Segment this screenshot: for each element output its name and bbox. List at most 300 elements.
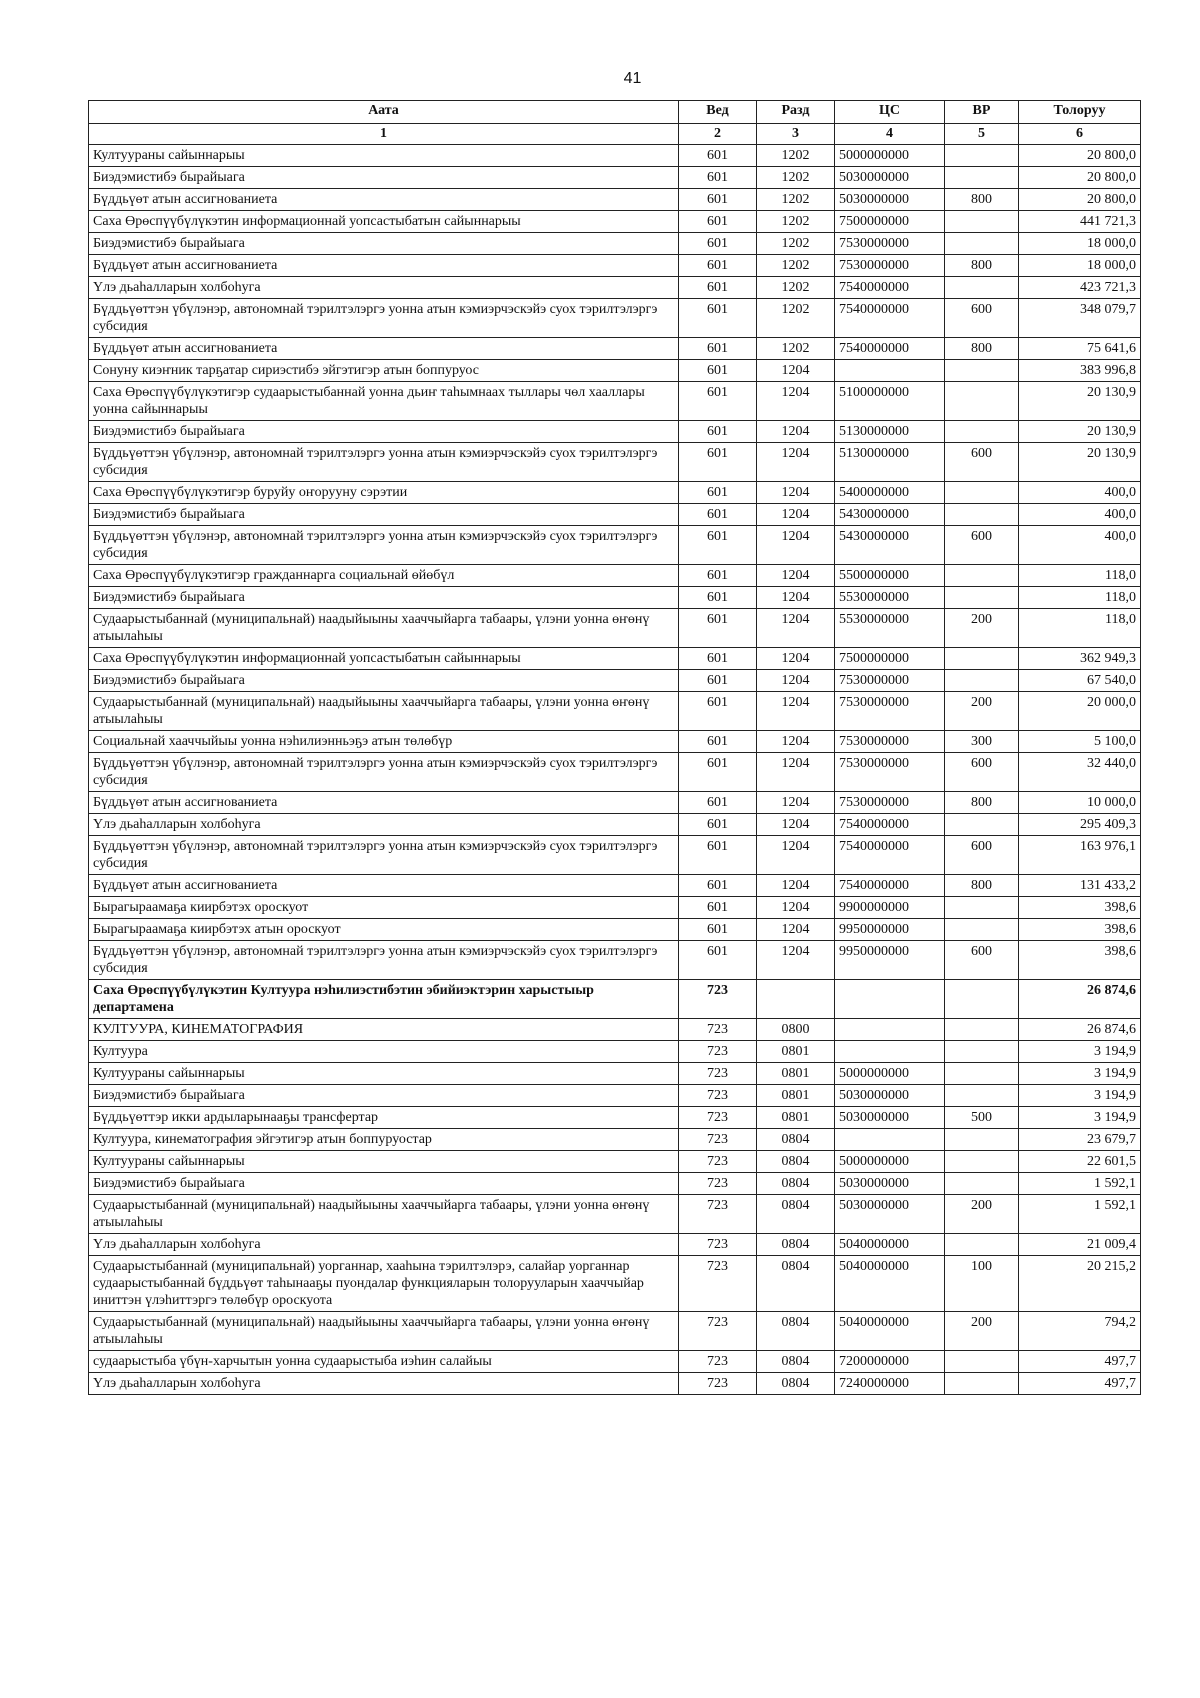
header-ved: Вед [679,101,757,124]
row-name: Бүддьүөттэн үбүлэнэр, автономнай тэрилтэлэргэ уонна атын кэмиэрчэскэйэ суох тэрилтэлэргэ субсидия [89,753,679,792]
row-razd: 1204 [757,692,835,731]
table-row [89,836,1141,875]
row-ved: 723 [679,1312,757,1351]
row-razd: 1202 [757,167,835,189]
row-razd: 1204 [757,609,835,648]
table-row [89,670,1141,692]
row-cs: 7540000000 [835,814,945,836]
row-name: Бүддьүөт атын ассигнованиета [89,338,679,360]
row-razd: 1204 [757,753,835,792]
row-name: Судаарыстыбаннай (муниципальнай) наадыйыыны хааччыйарга табаары, үлэни уонна өҥөнү атыылаһыы [89,1195,679,1234]
row-cs: 5030000000 [835,167,945,189]
row-razd: 0804 [757,1151,835,1173]
header-row [89,101,1141,124]
row-vr [945,1234,1019,1256]
row-amount: 1 592,1 [1019,1173,1141,1195]
row-name: Бүддьүөт атын ассигнованиета [89,875,679,897]
table-row [89,792,1141,814]
row-amount: 383 996,8 [1019,360,1141,382]
row-ved: 723 [679,980,757,1019]
row-cs: 5040000000 [835,1256,945,1312]
row-vr: 200 [945,609,1019,648]
header-amount: Толоруу [1019,101,1141,124]
column-number: 4 [835,124,945,145]
row-ved: 601 [679,482,757,504]
row-razd: 1204 [757,836,835,875]
row-cs [835,1019,945,1041]
row-amount: 26 874,6 [1019,980,1141,1019]
table-row [89,338,1141,360]
row-cs: 7500000000 [835,211,945,233]
row-cs: 7540000000 [835,277,945,299]
table-row [89,1173,1141,1195]
row-amount: 497,7 [1019,1351,1141,1373]
column-number: 2 [679,124,757,145]
row-cs: 5000000000 [835,1151,945,1173]
row-cs: 5040000000 [835,1234,945,1256]
row-razd: 0804 [757,1312,835,1351]
row-cs: 5030000000 [835,1085,945,1107]
row-cs: 5030000000 [835,1195,945,1234]
table-row [89,731,1141,753]
row-cs: 7530000000 [835,753,945,792]
row-vr [945,482,1019,504]
row-ved: 723 [679,1107,757,1129]
row-name: Судаарыстыбаннай (муниципальнай) уорганнар, хааһына тэрилтэлэрэ, салайар уорганнар судаарыстыбаннай бүддьүөт таһынааҕы пуондалар функцияларын толорууларын хааччыйар иниттэн үлэһиттэргэ төлөбүр ороскуота [89,1256,679,1312]
row-vr: 800 [945,255,1019,277]
table-row [89,941,1141,980]
table-row [89,587,1141,609]
row-vr: 600 [945,526,1019,565]
row-vr [945,919,1019,941]
row-razd: 1204 [757,897,835,919]
row-name: Үлэ дьаһалларын холбоһуга [89,1234,679,1256]
row-razd: 1204 [757,731,835,753]
row-razd: 0804 [757,1373,835,1395]
row-cs: 9950000000 [835,919,945,941]
row-name: Бүддьүөт атын ассигнованиета [89,255,679,277]
row-vr: 100 [945,1256,1019,1312]
row-name: Социальнай хааччыйыы уонна нэһилиэнньэҕэ атын төлөбүр [89,731,679,753]
row-name: Бүддьүөттэн үбүлэнэр, автономнай тэрилтэлэргэ уонна атын кэмиэрчэскэйэ суох тэрилтэлэргэ субсидия [89,299,679,338]
row-cs: 5000000000 [835,1063,945,1085]
row-name: Бүддьүөттэн үбүлэнэр, автономнай тэрилтэлэргэ уонна атын кэмиэрчэскэйэ суох тэрилтэлэргэ субсидия [89,443,679,482]
row-cs [835,1129,945,1151]
row-cs: 7540000000 [835,836,945,875]
row-cs: 5130000000 [835,443,945,482]
row-cs: 5430000000 [835,526,945,565]
row-name: Биэдэмистибэ бырайыага [89,421,679,443]
table-row [89,1107,1141,1129]
row-vr: 800 [945,792,1019,814]
row-vr [945,1173,1019,1195]
row-cs: 5530000000 [835,609,945,648]
row-vr [945,145,1019,167]
row-razd: 1202 [757,189,835,211]
row-vr [945,233,1019,255]
row-amount: 441 721,3 [1019,211,1141,233]
row-name: Үлэ дьаһалларын холбоһуга [89,1373,679,1395]
row-amount: 3 194,9 [1019,1063,1141,1085]
row-cs: 7200000000 [835,1351,945,1373]
row-amount: 118,0 [1019,609,1141,648]
row-ved: 601 [679,360,757,382]
row-razd: 1204 [757,941,835,980]
row-name: Бүддьүөт атын ассигнованиета [89,189,679,211]
row-cs: 7530000000 [835,670,945,692]
row-razd: 0801 [757,1085,835,1107]
table-row [89,1151,1141,1173]
row-vr: 800 [945,875,1019,897]
row-ved: 601 [679,814,757,836]
row-ved: 723 [679,1195,757,1234]
row-cs: 5030000000 [835,1173,945,1195]
table-row [89,526,1141,565]
row-cs: 5530000000 [835,587,945,609]
row-ved: 601 [679,255,757,277]
row-razd: 1204 [757,648,835,670]
row-amount: 20 130,9 [1019,382,1141,421]
row-cs: 5130000000 [835,421,945,443]
table-row [89,814,1141,836]
row-cs: 7540000000 [835,299,945,338]
row-cs: 5400000000 [835,482,945,504]
table-body [89,145,1141,1395]
row-razd: 0804 [757,1234,835,1256]
row-vr [945,1041,1019,1063]
row-vr [945,1063,1019,1085]
row-cs: 7530000000 [835,692,945,731]
row-name: Бырагыраамаҕа киирбэтэх атын ороскуот [89,919,679,941]
row-amount: 32 440,0 [1019,753,1141,792]
row-cs: 7500000000 [835,648,945,670]
row-razd: 1204 [757,587,835,609]
row-amount: 20 130,9 [1019,421,1141,443]
row-razd: 1202 [757,338,835,360]
table-row [89,233,1141,255]
row-ved: 601 [679,167,757,189]
row-razd: 1202 [757,299,835,338]
table-row [89,299,1141,338]
row-ved: 723 [679,1019,757,1041]
row-amount: 348 079,7 [1019,299,1141,338]
row-vr [945,277,1019,299]
row-cs [835,980,945,1019]
row-name: Биэдэмистибэ бырайыага [89,233,679,255]
row-name: Култуура [89,1041,679,1063]
row-amount: 400,0 [1019,482,1141,504]
table-row [89,565,1141,587]
row-name: Биэдэмистибэ бырайыага [89,587,679,609]
row-cs: 7540000000 [835,875,945,897]
table-row [89,1234,1141,1256]
row-amount: 423 721,3 [1019,277,1141,299]
row-ved: 723 [679,1173,757,1195]
row-vr [945,1351,1019,1373]
column-number: 6 [1019,124,1141,145]
table-row [89,1063,1141,1085]
row-vr: 200 [945,1195,1019,1234]
row-razd: 1204 [757,814,835,836]
row-cs: 9900000000 [835,897,945,919]
row-cs: 5430000000 [835,504,945,526]
row-razd: 1204 [757,565,835,587]
table-row [89,482,1141,504]
row-vr [945,670,1019,692]
row-name: Үлэ дьаһалларын холбоһуга [89,277,679,299]
row-amount: 20 800,0 [1019,189,1141,211]
row-razd: 1204 [757,792,835,814]
row-ved: 601 [679,753,757,792]
row-razd: 0801 [757,1107,835,1129]
row-cs: 7540000000 [835,338,945,360]
row-amount: 21 009,4 [1019,1234,1141,1256]
row-cs: 5100000000 [835,382,945,421]
row-vr: 600 [945,299,1019,338]
row-vr [945,565,1019,587]
row-vr [945,814,1019,836]
row-amount: 18 000,0 [1019,255,1141,277]
table-row [89,255,1141,277]
row-amount: 20 215,2 [1019,1256,1141,1312]
row-razd: 1202 [757,233,835,255]
row-name: Саха Өрөспүүбүлүкэтигэр гражданнарга социальнай өйөбүл [89,565,679,587]
row-amount: 295 409,3 [1019,814,1141,836]
row-amount: 10 000,0 [1019,792,1141,814]
table-row [89,382,1141,421]
row-ved: 601 [679,731,757,753]
row-ved: 601 [679,587,757,609]
row-razd: 0800 [757,1019,835,1041]
row-name: Саха Өрөспүүбүлүкэтин Култуура нэһилиэстибэтин эбийиэктэрин харыстыыр департамена [89,980,679,1019]
row-amount: 26 874,6 [1019,1019,1141,1041]
row-amount: 3 194,9 [1019,1041,1141,1063]
row-vr: 300 [945,731,1019,753]
row-ved: 601 [679,941,757,980]
row-vr: 600 [945,443,1019,482]
column-number: 5 [945,124,1019,145]
row-ved: 601 [679,189,757,211]
table-row [89,421,1141,443]
row-ved: 601 [679,897,757,919]
row-amount: 497,7 [1019,1373,1141,1395]
table-row [89,1129,1141,1151]
row-cs: 7240000000 [835,1373,945,1395]
row-name: Саха Өрөспүүбүлүкэтин информационнай уопсастыбатын сайыннарыы [89,211,679,233]
row-amount: 22 601,5 [1019,1151,1141,1173]
row-amount: 20 800,0 [1019,167,1141,189]
row-amount: 1 592,1 [1019,1195,1141,1234]
row-vr: 600 [945,836,1019,875]
column-number: 3 [757,124,835,145]
table-row [89,167,1141,189]
row-name: Саха Өрөспүүбүлүкэтигэр судаарыстыбаннай уонна дьиҥ таһымнаах тыллары чөл хааллары уонна сайыннарыы [89,382,679,421]
row-razd: 1202 [757,255,835,277]
row-name: Бүддьүөттэр икки ардыларынааҕы трансфертар [89,1107,679,1129]
row-name: Култуура, кинематография эйгэтигэр атын боппуруостар [89,1129,679,1151]
table-row [89,1373,1141,1395]
row-razd: 0804 [757,1351,835,1373]
table-row [89,875,1141,897]
row-amount: 362 949,3 [1019,648,1141,670]
table-row [89,145,1141,167]
row-ved: 723 [679,1373,757,1395]
row-amount: 5 100,0 [1019,731,1141,753]
row-name: Бүддьүөт атын ассигнованиета [89,792,679,814]
table-row [89,692,1141,731]
row-cs: 7530000000 [835,792,945,814]
row-name: Судаарыстыбаннай (муниципальнай) наадыйыыны хааччыйарга табаары, үлэни уонна өҥөнү атыылаһыы [89,1312,679,1351]
table-row [89,980,1141,1019]
row-cs: 5000000000 [835,145,945,167]
header-vr: ВР [945,101,1019,124]
row-ved: 601 [679,792,757,814]
row-vr [945,421,1019,443]
row-razd: 1204 [757,443,835,482]
row-name: Бырагыраамаҕа киирбэтэх ороскуот [89,897,679,919]
row-name: судаарыстыба үбүн-харчытын уонна судаарыстыба иэһин салайыы [89,1351,679,1373]
row-ved: 601 [679,836,757,875]
row-ved: 601 [679,211,757,233]
row-cs: 7530000000 [835,731,945,753]
header-cs: ЦС [835,101,945,124]
row-amount: 400,0 [1019,526,1141,565]
row-cs: 7530000000 [835,255,945,277]
row-vr: 600 [945,941,1019,980]
row-razd: 0804 [757,1256,835,1312]
row-razd: 1204 [757,670,835,692]
row-vr [945,167,1019,189]
table-row [89,211,1141,233]
row-razd: 0801 [757,1041,835,1063]
row-vr: 800 [945,189,1019,211]
table-row [89,189,1141,211]
row-name: Үлэ дьаһалларын холбоһуга [89,814,679,836]
row-vr [945,1129,1019,1151]
row-vr [945,1085,1019,1107]
row-razd: 0804 [757,1173,835,1195]
row-vr: 500 [945,1107,1019,1129]
row-ved: 601 [679,875,757,897]
page-number: 41 [623,70,642,87]
row-name: Сонуну киэҥник тарҕатар сириэстибэ эйгэтигэр атын боппуруос [89,360,679,382]
table-row [89,1085,1141,1107]
row-amount: 18 000,0 [1019,233,1141,255]
row-cs: 5040000000 [835,1312,945,1351]
row-amount: 20 800,0 [1019,145,1141,167]
row-vr: 200 [945,692,1019,731]
table-row [89,504,1141,526]
row-vr [945,382,1019,421]
row-vr [945,980,1019,1019]
table-row [89,648,1141,670]
header-name: Аата [89,101,679,124]
row-ved: 723 [679,1063,757,1085]
row-ved: 723 [679,1129,757,1151]
table-row [89,277,1141,299]
row-name: КУЛТУУРА, КИНЕМАТОГРАФИЯ [89,1019,679,1041]
row-ved: 601 [679,233,757,255]
row-ved: 723 [679,1256,757,1312]
row-vr: 200 [945,1312,1019,1351]
row-ved: 601 [679,145,757,167]
table-row [89,1312,1141,1351]
row-razd: 0804 [757,1195,835,1234]
row-vr [945,504,1019,526]
row-ved: 601 [679,338,757,360]
row-cs: 7530000000 [835,233,945,255]
row-name: Бүддьүөттэн үбүлэнэр, автономнай тэрилтэлэргэ уонна атын кэмиэрчэскэйэ суох тэрилтэлэргэ субсидия [89,941,679,980]
row-amount: 398,6 [1019,941,1141,980]
row-amount: 75 641,6 [1019,338,1141,360]
row-ved: 601 [679,382,757,421]
row-ved: 601 [679,609,757,648]
row-amount: 67 540,0 [1019,670,1141,692]
row-amount: 3 194,9 [1019,1107,1141,1129]
row-name: Бүддьүөттэн үбүлэнэр, автономнай тэрилтэлэргэ уонна атын кэмиэрчэскэйэ суох тэрилтэлэргэ субсидия [89,526,679,565]
table-row [89,753,1141,792]
budget-table [88,100,1141,1395]
row-ved: 601 [679,648,757,670]
row-amount: 3 194,9 [1019,1085,1141,1107]
row-razd: 1202 [757,145,835,167]
row-name: Судаарыстыбаннай (муниципальнай) наадыйыыны хааччыйарга табаары, үлэни уонна өҥөнү атыылаһыы [89,692,679,731]
row-amount: 163 976,1 [1019,836,1141,875]
row-razd: 1204 [757,482,835,504]
row-cs: 5030000000 [835,1107,945,1129]
row-vr [945,1373,1019,1395]
table-row [89,1256,1141,1312]
row-razd: 0801 [757,1063,835,1085]
row-razd: 0804 [757,1129,835,1151]
row-amount: 118,0 [1019,587,1141,609]
row-ved: 601 [679,421,757,443]
row-cs: 9950000000 [835,941,945,980]
row-vr [945,897,1019,919]
row-cs: 5500000000 [835,565,945,587]
table-row [89,1351,1141,1373]
row-razd: 1202 [757,277,835,299]
row-razd [757,980,835,1019]
table-row [89,609,1141,648]
column-number: 1 [89,124,679,145]
row-name: Култуураны сайыннарыы [89,145,679,167]
row-ved: 601 [679,670,757,692]
row-amount: 794,2 [1019,1312,1141,1351]
row-name: Биэдэмистибэ бырайыага [89,504,679,526]
table-row [89,360,1141,382]
row-amount: 398,6 [1019,897,1141,919]
row-vr [945,587,1019,609]
row-ved: 601 [679,299,757,338]
row-ved: 601 [679,443,757,482]
row-razd: 1204 [757,526,835,565]
row-razd: 1204 [757,421,835,443]
table-row [89,1041,1141,1063]
row-ved: 723 [679,1234,757,1256]
row-ved: 601 [679,692,757,731]
header-razd: Разд [757,101,835,124]
row-vr [945,1151,1019,1173]
row-name: Биэдэмистибэ бырайыага [89,670,679,692]
row-ved: 601 [679,919,757,941]
row-amount: 20 130,9 [1019,443,1141,482]
row-vr [945,211,1019,233]
row-amount: 118,0 [1019,565,1141,587]
table-row [89,897,1141,919]
table-row [89,1019,1141,1041]
row-name: Култуураны сайыннарыы [89,1063,679,1085]
